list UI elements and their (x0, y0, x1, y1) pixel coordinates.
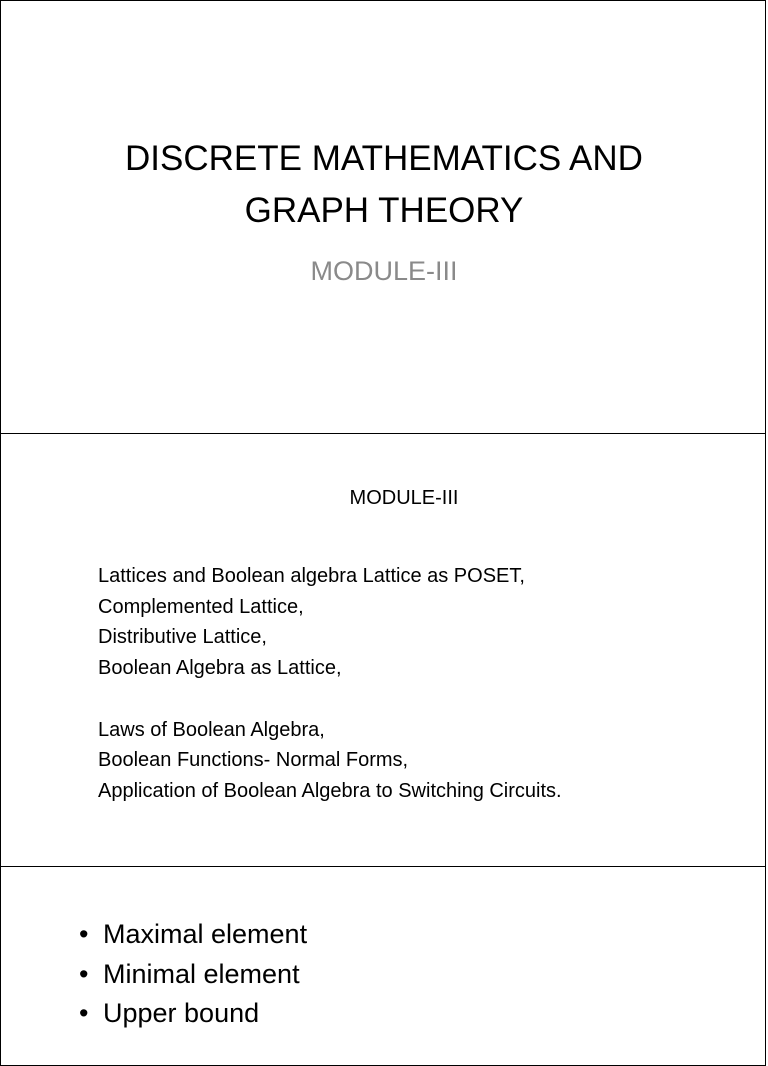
title-line-1: DISCRETE MATHEMATICS AND (125, 139, 643, 178)
presentation-title (1, 133, 767, 237)
syllabus-topic: Complemented Lattice, (98, 595, 304, 618)
syllabus-topic: Lattices and Boolean algebra Lattice as POSET, (98, 565, 525, 587)
syllabus-topic-list (98, 561, 562, 807)
bullet-item (79, 955, 307, 995)
syllabus-topic: Application of Boolean Algebra to Switching Circuits. (98, 779, 562, 802)
bullet-list (79, 915, 307, 1034)
syllabus-topic: Laws of Boolean Algebra, (98, 718, 325, 741)
bullet-item (79, 915, 307, 955)
bullet-text: Minimal element (103, 958, 300, 989)
syllabus-heading: MODULE-III (349, 487, 459, 509)
bullet-item (79, 994, 307, 1034)
syllabus-topic: Boolean Algebra as Lattice, (98, 657, 342, 680)
presentation-subtitle: MODULE-III (310, 256, 458, 286)
syllabus-topic: Boolean Functions- Normal Forms, (98, 749, 409, 772)
syllabus-topic: Distributive Lattice, (98, 626, 267, 649)
bullet-icon: • (79, 958, 89, 989)
definitions-slide (0, 866, 766, 1066)
title-line-2: GRAPH THEORY (244, 191, 524, 230)
bullet-icon: • (79, 919, 89, 949)
bullet-text: Upper bound (103, 998, 260, 1028)
title-slide (0, 0, 766, 434)
syllabus-slide (0, 433, 766, 867)
syllabus-spacer (98, 684, 562, 715)
bullet-icon: • (79, 998, 89, 1028)
bullet-text: Maximal element (103, 919, 308, 949)
